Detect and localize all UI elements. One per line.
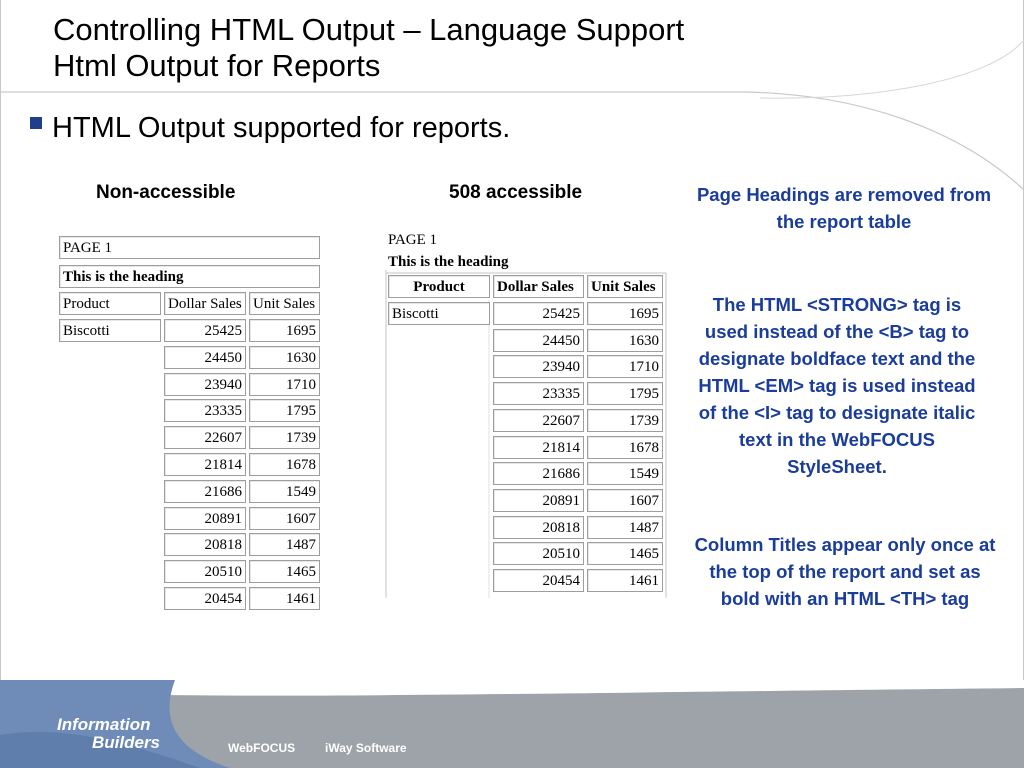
logo-builders: Builders <box>92 733 161 752</box>
unit-sales-cell: 1695 <box>249 319 320 342</box>
dollar-sales-cell: 20891 <box>493 489 584 512</box>
unit-sales-cell: 1487 <box>587 516 663 539</box>
dollar-sales-cell: 22607 <box>493 409 584 432</box>
note-page-headings: Page Headings are removed from the report table <box>696 184 992 232</box>
dollar-sales-cell: 20818 <box>493 516 584 539</box>
dollar-sales-cell: 25425 <box>493 302 584 325</box>
unit-sales-cell: 1549 <box>587 462 663 485</box>
dollar-sales-cell: 21686 <box>164 480 246 503</box>
unit-sales-cell: 1465 <box>587 542 663 565</box>
footer-iway-link[interactable]: iWay Software <box>325 741 407 755</box>
footer-band <box>0 680 1024 768</box>
unit-sales-cell: 1461 <box>249 587 320 610</box>
dollar-sales-cell: 20454 <box>493 569 584 592</box>
dollar-sales-cell: 21814 <box>493 436 584 459</box>
th-dollar-sales: Dollar Sales <box>493 275 584 298</box>
dollar-sales-cell: 25425 <box>164 319 246 342</box>
bullet-text: HTML Output supported for reports. <box>52 112 511 144</box>
title-line-1: Controlling HTML Output – Language Support <box>53 12 685 47</box>
unit-sales-cell: 1739 <box>249 426 320 449</box>
note-column-titles: Column Titles appear only once at the top of the report and set as bold with an HTML <TH> tag <box>694 534 996 609</box>
unit-sales-cell: 1487 <box>249 533 320 556</box>
unit-sales-cell: 1695 <box>587 302 663 325</box>
dollar-sales-cell: 20454 <box>164 587 246 610</box>
unit-sales-cell: 1461 <box>587 569 663 592</box>
unit-sales-cell: 1630 <box>249 346 320 369</box>
accessible-page-label: PAGE 1 <box>388 232 438 248</box>
unit-sales-cell: 1465 <box>249 560 320 583</box>
dollar-sales-cell: 23335 <box>164 399 246 422</box>
unit-sales-cell: 1607 <box>249 507 320 530</box>
unit-sales-cell: 1795 <box>249 399 320 422</box>
accessible-heading: This is the heading <box>388 254 509 270</box>
unit-sales-cell: 1710 <box>249 373 320 396</box>
dollar-sales-cell: 24450 <box>493 329 584 352</box>
unit-sales-cell: 1795 <box>587 382 663 405</box>
th-unit-sales: Unit Sales <box>587 275 663 298</box>
dollar-sales-cell: 21686 <box>493 462 584 485</box>
dollar-sales-cell: 20818 <box>164 533 246 556</box>
header-dollar-sales: Dollar Sales <box>164 292 246 315</box>
logo-information: Information <box>57 715 151 734</box>
dollar-sales-cell: 22607 <box>164 426 246 449</box>
dollar-sales-cell: 24450 <box>164 346 246 369</box>
page-label-cell: PAGE 1 <box>59 236 320 259</box>
header-unit-sales: Unit Sales <box>249 292 320 315</box>
dollar-sales-cell: 23335 <box>493 382 584 405</box>
accessible-product-cell: Biscotti <box>388 302 490 325</box>
non-accessible-label: Non-accessible <box>96 182 236 203</box>
unit-sales-cell: 1630 <box>587 329 663 352</box>
product-cell: Biscotti <box>59 319 161 342</box>
header-product: Product <box>59 292 161 315</box>
title-line-2: Html Output for Reports <box>53 48 381 83</box>
unit-sales-cell: 1678 <box>587 436 663 459</box>
th-product: Product <box>388 275 490 298</box>
unit-sales-cell: 1739 <box>587 409 663 432</box>
unit-sales-cell: 1710 <box>587 355 663 378</box>
unit-sales-cell: 1678 <box>249 453 320 476</box>
footer-webfocus-link[interactable]: WebFOCUS <box>228 741 296 755</box>
dollar-sales-cell: 20510 <box>493 542 584 565</box>
note-strong-em-tags: The HTML <STRONG> tag is used instead of the <B> tag to designate boldface text and the HTML <EM> tag is used instead of the <I> tag to designate italic text in the WebFOCUS StyleSheet. <box>698 294 976 477</box>
dollar-sales-cell: 20510 <box>164 560 246 583</box>
heading-cell: This is the heading <box>59 265 320 288</box>
dollar-sales-cell: 23940 <box>164 373 246 396</box>
unit-sales-cell: 1549 <box>249 480 320 503</box>
dollar-sales-cell: 20891 <box>164 507 246 530</box>
508-accessible-label: 508 accessible <box>449 182 583 203</box>
dollar-sales-cell: 21814 <box>164 453 246 476</box>
dollar-sales-cell: 23940 <box>493 355 584 378</box>
unit-sales-cell: 1607 <box>587 489 663 512</box>
